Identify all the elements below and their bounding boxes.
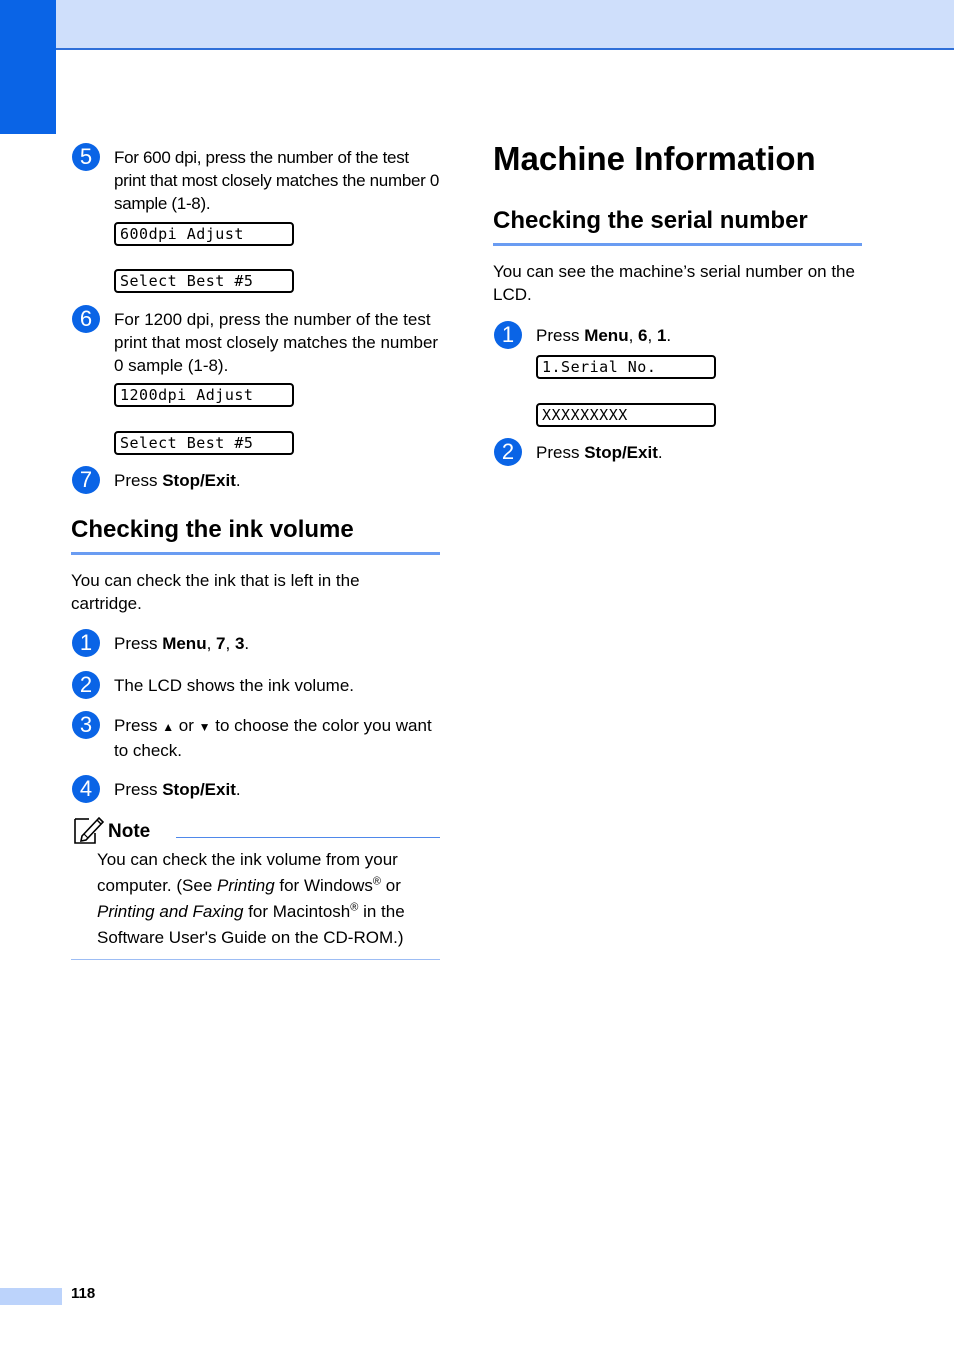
- step-number-badge: 5: [72, 143, 100, 171]
- step-text: Press Menu, 7, 3.: [114, 634, 250, 653]
- lcd-display: 1.Serial No.: [536, 355, 716, 379]
- note-label: Note: [108, 821, 151, 842]
- heading-rule: [493, 243, 862, 246]
- step-text: Press Stop/Exit.: [114, 780, 241, 799]
- step-number-badge: 2: [72, 671, 100, 699]
- chapter-tab: [0, 0, 56, 134]
- serial-intro: You can see the machine’s serial number on the LCD.: [493, 262, 855, 304]
- step-text: For 1200 dpi, press the number of the test print that most closely matches the number 0 sample (1-8).: [114, 310, 439, 375]
- ink-step-2: [72, 674, 442, 699]
- note-top-rule: [176, 837, 440, 838]
- header-band: [56, 0, 954, 50]
- step-number-badge: 1: [72, 629, 100, 657]
- ink-step-1: [72, 632, 442, 657]
- serial-step-2: [494, 441, 864, 466]
- step-number-badge: 3: [72, 711, 100, 739]
- note-text: You can check the ink volume from your computer. (See Printing for Windows® or Printing and Faxing for Macintosh® in the Software User's Guide on the CD-ROM.): [97, 850, 405, 947]
- step-text: For 600 dpi, press the number of the test print that most closely matches the number 0 sample (1-8).: [114, 148, 440, 213]
- step-number-badge: 4: [72, 775, 100, 803]
- step-number-badge: 1: [494, 321, 522, 349]
- page-number: 118: [71, 1285, 96, 1302]
- note-bottom-rule: [71, 959, 440, 960]
- lcd-display: Select Best #5: [114, 269, 294, 293]
- step-number-badge: 7: [72, 466, 100, 494]
- step-text: Press ▲ or ▼ to choose the color you want to check.: [114, 716, 432, 760]
- step-number-badge: 6: [72, 305, 100, 333]
- step-text: The LCD shows the ink volume.: [114, 676, 354, 695]
- footer-band: [0, 1288, 62, 1305]
- step-6: [72, 308, 442, 377]
- step-text: Press Stop/Exit.: [536, 443, 663, 462]
- up-arrow-icon: ▲: [162, 720, 175, 734]
- serial-step-1: [494, 324, 864, 349]
- step-5: [72, 146, 442, 215]
- step-number-badge: 2: [494, 438, 522, 466]
- ink-step-4: [72, 778, 442, 803]
- page-title: Machine Information: [493, 140, 816, 177]
- lcd-display: 600dpi Adjust: [114, 222, 294, 246]
- pencil-note-icon: [73, 815, 105, 845]
- ink-step-3: [72, 714, 442, 762]
- step-text: Press Menu, 6, 1.: [536, 326, 672, 345]
- lcd-display: 1200dpi Adjust: [114, 383, 294, 407]
- section-heading-serial-number: Checking the serial number: [493, 207, 808, 234]
- down-arrow-icon: ▼: [198, 720, 211, 734]
- ink-intro: You can check the ink that is left in the cartridge.: [71, 571, 360, 613]
- step-7: [72, 469, 442, 494]
- lcd-display: XXXXXXXXX: [536, 403, 716, 427]
- heading-rule: [71, 552, 440, 555]
- step-text: Press Stop/Exit.: [114, 471, 241, 490]
- section-heading-ink-volume: Checking the ink volume: [71, 516, 354, 543]
- lcd-display: Select Best #5: [114, 431, 294, 455]
